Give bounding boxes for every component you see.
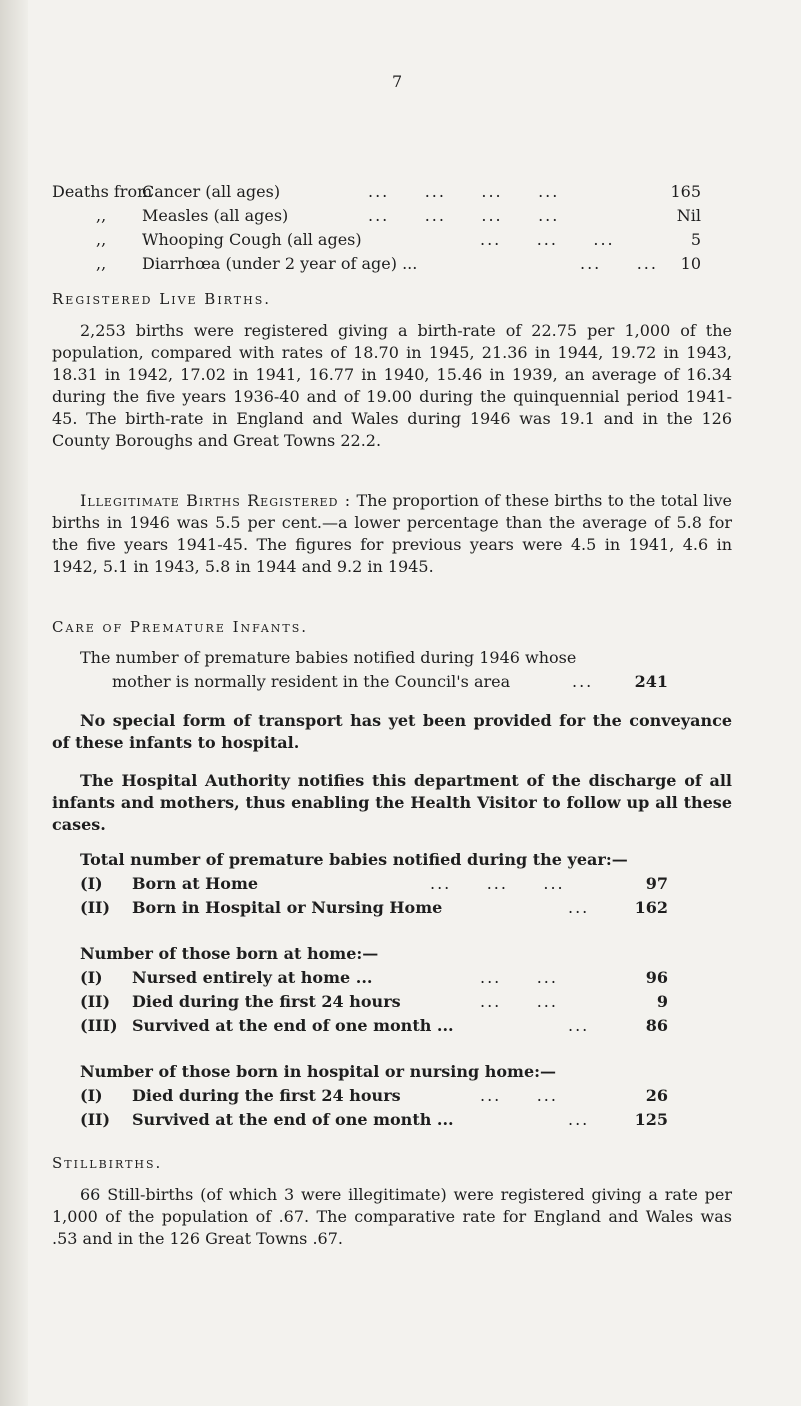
deaths-label-diarrhoea: Diarrhœa (under 2 year of age) ... [142,254,418,273]
total-row-1-value: 97 [645,874,668,893]
deaths-label-cancer: Cancer (all ages) [142,182,281,201]
ditto-mark: ,, [96,206,107,225]
total-row-2-num: (II) [80,898,111,917]
leader-dots: ... [568,898,590,917]
hospital-row-2-label: Survived at the end of one month ... [132,1110,454,1129]
leader-dots: ... ... [480,992,558,1011]
live-births-heading: Registered Live Births. [52,290,271,308]
total-row-1-num: (I) [80,874,103,893]
home-row-3-label: Survived at the end of one month ... [132,1016,454,1035]
illegitimate-births-lead: Illegitimate Births Registered : [80,491,352,510]
home-row-2-label: Died during the first 24 hours [132,992,401,1011]
leader-dots: ... ... ... [430,874,565,893]
home-row-3-value: 86 [645,1016,668,1035]
deaths-value-whooping-cough: 5 [690,230,701,249]
page-edge-shadow [0,0,28,1406]
transport-paragraph: No special form of transport has yet been provided for the conveyance of these infants to hospital. [52,711,732,752]
home-row-2-value: 9 [656,992,668,1011]
home-row-1-num: (I) [80,968,103,987]
home-title: Number of those born at home:— [80,944,379,963]
leader-dots: ... ... ... ... [368,182,560,201]
deaths-value-diarrhoea: 10 [680,254,701,273]
leader-dots: ... [572,672,594,691]
home-row-1-label: Nursed entirely at home ... [132,968,373,987]
premature-infants-heading: Care of Premature Infants. [52,618,309,636]
stillbirths-paragraph: 66 Still-births (of which 3 were illegitimate) were registered giving a rate per 1,000 of the population of .67. The comparative rate for England and Wales was .53 and in the 126 Great Towns .67. [52,1185,732,1248]
leader-dots: ... ... [480,1086,558,1105]
total-row-2-value: 162 [634,898,668,917]
ditto-mark: ,, [96,254,107,273]
total-row-1-label: Born at Home [132,874,259,893]
total-premature-title: Total number of premature babies notified during the year:— [80,850,628,869]
leader-dots: ... ... [580,254,658,273]
deaths-value-cancer: 165 [670,182,701,201]
hospital-row-1-value: 26 [645,1086,668,1105]
hospital-row-1-label: Died during the first 24 hours [132,1086,401,1105]
hospital-authority-paragraph: The Hospital Authority notifies this department of the discharge of all infants and mothers, thus enabling the Health Visitor to follow up all these cases. [52,771,732,834]
deaths-label-whooping-cough: Whooping Cough (all ages) [142,230,362,249]
notified-line-2: mother is normally resident in the Council's area [112,672,511,691]
hospital-row-1-num: (I) [80,1086,103,1105]
leader-dots: ... [568,1110,590,1129]
hospital-row-2-num: (II) [80,1110,111,1129]
illegitimate-births-paragraph [52,490,732,578]
home-row-2-num: (II) [80,992,111,1011]
stillbirths-heading: Stillbirths. [52,1154,163,1172]
live-births-paragraph: 2,253 births were registered giving a birth-rate of 22.75 per 1,000 of the population, compared with rates of 18.70 in 1945, 21.36 in 1944, 19.72 in 1943, 18.31 in 1942, 17.02 in 1941, 16.77 in 1940, 15.46 in 1939, an average of 16.34 during the five years 1936-40 and of 19.00 during the quinquennial period 1941-45. The birth-rate in England and Wales during 1946 was 19.1 and in the 126 County Boroughs and Great Towns 22.2. [52,321,732,450]
home-row-1-value: 96 [645,968,668,987]
page-number: 7 [392,72,403,91]
ditto-mark: ,, [96,230,107,249]
leader-dots: ... ... [480,968,558,987]
deaths-prefix: Deaths from [52,182,153,201]
leader-dots: ... ... ... ... [368,206,560,225]
notified-value: 241 [634,672,668,691]
deaths-label-measles: Measles (all ages) [142,206,289,225]
deaths-value-measles: Nil [676,206,701,225]
total-row-2-label: Born in Hospital or Nursing Home [132,898,443,917]
home-row-3-num: (III) [80,1016,118,1035]
notified-line-1: The number of premature babies notified during 1946 whose [80,648,577,667]
illegitimate-births-text: The proportion of these births to the total live births in 1946 was 5.5 per cent.—a lower percentage than the average of 5.8 for the five years 1941-45. The figures for previous years were 4.5 in 1941, 4.6 in 1942, 5.1 in 1943, 5.8 in 1944 and 9.2 in 1945. [52,491,733,576]
hospital-title: Number of those born in hospital or nursing home:— [80,1062,557,1081]
hospital-row-2-value: 125 [634,1110,668,1129]
leader-dots: ... ... ... [480,230,615,249]
leader-dots: ... [568,1016,590,1035]
